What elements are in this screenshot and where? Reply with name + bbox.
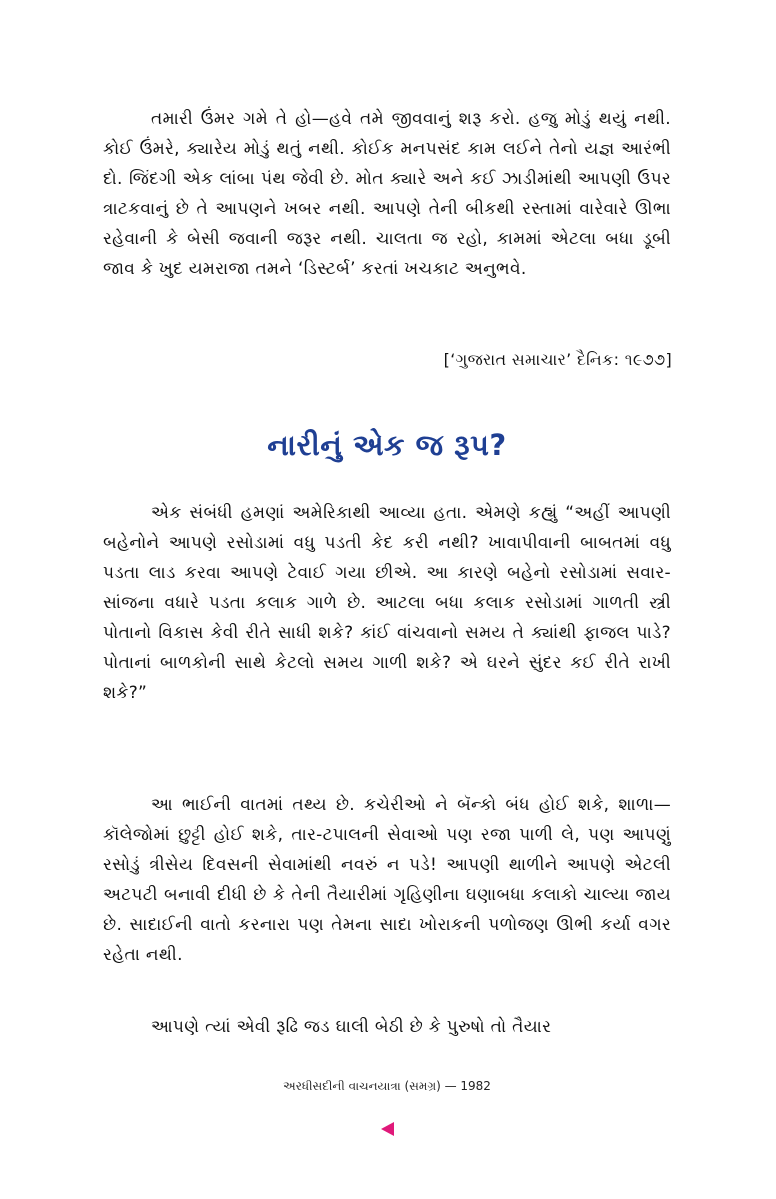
article-paragraph: તમારી ઉંમર ગમે તે હો—હવે તમે જીવવાનું શરૂ કરો. હજુ મોડું થયું નથી. કોઈ ઉંમરે, ક્યારેય મોડું થતું નથી. કોઈક મનપસંદ કામ લઈને તેનો યજ્ઞ આરંભી દો. જિંદગી એક લાંબા પંથ જેવી છે. મોત ક્યારે અને કઈ ઝાડીમાંથી આપણી ઉપર ત્રાટકવાનું છે તે આપણને ખબર નથી. આપણે તેની બીકથી રસ્તામાં વારેવારે ઊભા રહેવાની કે બેસી જવાની જરૂર નથી. ચાલતા જ રહો, કામમાં એટલા બધા ડૂબી જાવ કે ખુદ યમરાજા તમને ‘ડિસ્ટર્બ’ કરતાં ખચકાટ અનુભવે. [103, 109, 671, 279]
article-paragraph: આ ભાઈની વાતમાં તથ્ય છે. કચેરીઓ ને બૅન્કો બંધ હોઈ શકે, શાળા—કૉલેજોમાં છુટ્ટી હોઈ શકે, તાર-ટપાલની સેવાઓ પણ રજા પાળી લે, પણ આપણું રસોડું ત્રીસેય દિવસની સેવામાંથી નવરું ન પડે! આપણી થાળીને આપણે એટલી અટપટી બનાવી દીધી છે કે તેની તૈયારીમાં ગૃહિણીના ઘણાબધા કલાકો ચાલ્યા જાય છે. સાદાઈની વાતો કરનારા પણ તેમના સાદા ખોરાકની પળોજણ ઊભી કર્યા વગર રહેતા નથી. [103, 795, 671, 965]
article-paragraph: એક સંબંધી હમણાં અમેરિકાથી આવ્યા હતા. એમણે કહ્યું “અહીં આપણી બહેનોને આપણે રસોડામાં વધુ પડતી કેદ કરી નથી? ખાવાપીવાની બાબતમાં વધુ પડતા લાડ કરવા આપણે ટેવાઈ ગયા છીએ. આ કારણે બહેનો રસોડામાં સવાર-સાંજના વધારે પડતા કલાક ગાળે છે. આટલા બધા કલાક રસોડામાં ગાળતી સ્ત્રી પોતાનો વિકાસ કેવી રીતે સાધી શકે? કાંઈ વાંચવાનો સમય તે ક્યાંથી ફાજલ પાડે? પોતાનાં બાળકોની સાથે કેટલો સમય ગાળી શકે? એ ઘરને સુંદર કઈ રીતે રાખી શકે?” [103, 503, 671, 703]
article-source-citation: [‘ગુજરાત સમાચાર’ દૈનિક: ૧૯૭૭] [443, 350, 672, 369]
article-title: નારીનું એક જ રૂપ? [267, 428, 507, 462]
previous-page-triangle-left-icon[interactable] [381, 1122, 394, 1136]
article-paragraph: આપણે ત્યાં એવી રૂઢિ જડ ઘાલી બેઠી છે કે પુરુષો તો તૈયાર [151, 1017, 552, 1037]
page-footer: અરધીસદીની વાચનયાત્રા (સમગ્ર) — 1982 [283, 1079, 491, 1093]
